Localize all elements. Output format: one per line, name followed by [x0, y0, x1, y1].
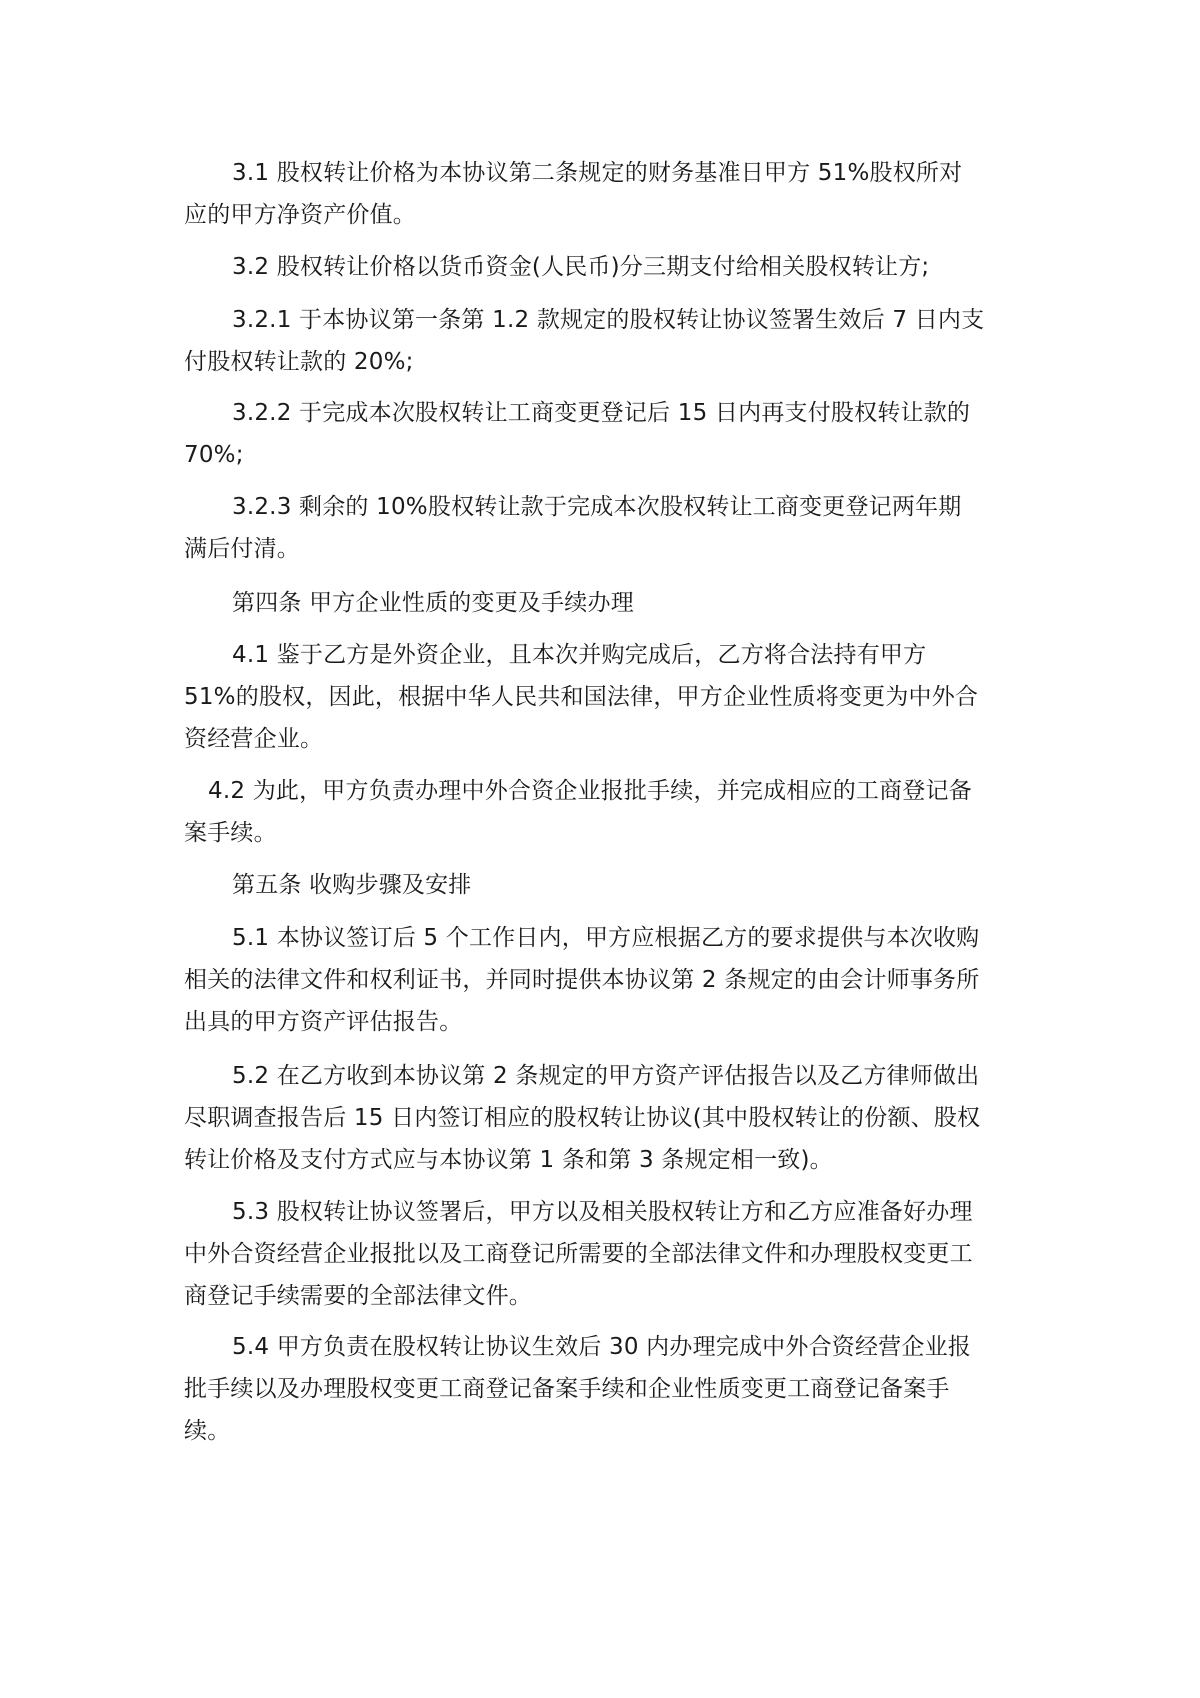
text-line: 第四条 甲方企业性质的变更及手续办理	[232, 590, 634, 616]
text-line: 案手续。	[184, 820, 277, 846]
paragraph-5-4	[184, 1326, 1024, 1452]
text-line: 3.1 股权转让价格为本协议第二条规定的财务基准日甲方 51%股权所对	[232, 160, 963, 186]
paragraph-3-1	[184, 152, 1024, 236]
text-line: 5.2 在乙方收到本协议第 2 条规定的甲方资产评估报告以及乙方律师做出	[232, 1063, 980, 1089]
paragraph-3-2-3	[184, 486, 1024, 570]
paragraph-4-2	[184, 770, 1024, 854]
text-line: 5.1 本协议签订后 5 个工作日内，甲方应根据乙方的要求提供与本次收购	[232, 925, 980, 951]
paragraph-5-1	[184, 917, 1024, 1043]
text-line: 第五条 收购步骤及安排	[232, 872, 472, 898]
text-line: 商登记手续需要的全部法律文件。	[184, 1283, 532, 1309]
text-line: 5.4 甲方负责在股权转让协议生效后 30 内办理完成中外合资经营企业报	[232, 1334, 971, 1360]
text-line: 资经营企业。	[184, 726, 324, 752]
text-line: 续。	[184, 1418, 231, 1444]
text-line: 3.2 股权转让价格以货币资金(人民币)分三期支付给相关股权转让方;	[232, 254, 930, 280]
text-line: 4.1 鉴于乙方是外资企业，且本次并购完成后，乙方将合法持有甲方	[232, 642, 927, 668]
paragraph-5-3	[184, 1191, 1024, 1317]
text-line: 相关的法律文件和权利证书，并同时提供本协议第 2 条规定的由会计师事务所	[184, 967, 980, 993]
text-line: 3.2.3 剩余的 10%股权转让款于完成本次股权转让工商变更登记两年期	[232, 494, 962, 520]
text-line: 51%的股权，因此，根据中华人民共和国法律，甲方企业性质将变更为中外合	[184, 684, 979, 710]
paragraph-5-2	[184, 1055, 1024, 1181]
text-line: 满后付清。	[184, 536, 300, 562]
paragraph-3-2-2	[184, 392, 1024, 476]
text-line: 5.3 股权转让协议签署后，甲方以及相关股权转让方和乙方应准备好办理	[232, 1199, 973, 1225]
paragraph-3-2-1	[184, 299, 1024, 383]
text-line: 尽职调查报告后 15 日内签订相应的股权转让协议(其中股权转让的份额、股权	[184, 1105, 981, 1131]
text-line: 转让价格及支付方式应与本协议第 1 条和第 3 条规定相一致)。	[184, 1147, 833, 1173]
paragraph-3-2	[184, 246, 1024, 288]
text-line: 3.2.1 于本协议第一条第 1.2 款规定的股权转让协议签署生效后 7 日内支	[232, 307, 985, 333]
paragraph-4-1	[184, 634, 1024, 760]
text-line: 出具的甲方资产评估报告。	[184, 1009, 463, 1035]
text-line: 70%;	[184, 442, 244, 468]
text-line: 3.2.2 于完成本次股权转让工商变更登记后 15 日内再支付股权转让款的	[232, 400, 971, 426]
text-line: 4.2 为此，甲方负责办理中外合资企业报批手续，并完成相应的工商登记备	[208, 778, 972, 804]
text-line: 批手续以及办理股权变更工商登记备案手续和企业性质变更工商登记备案手	[184, 1376, 950, 1402]
text-line: 应的甲方净资产价值。	[184, 202, 416, 228]
article-4-heading	[184, 582, 1024, 624]
text-line: 中外合资经营企业报批以及工商登记所需要的全部法律文件和办理股权变更工	[184, 1241, 973, 1267]
article-5-heading	[184, 864, 1024, 906]
text-line: 付股权转让款的 20%;	[184, 349, 414, 375]
